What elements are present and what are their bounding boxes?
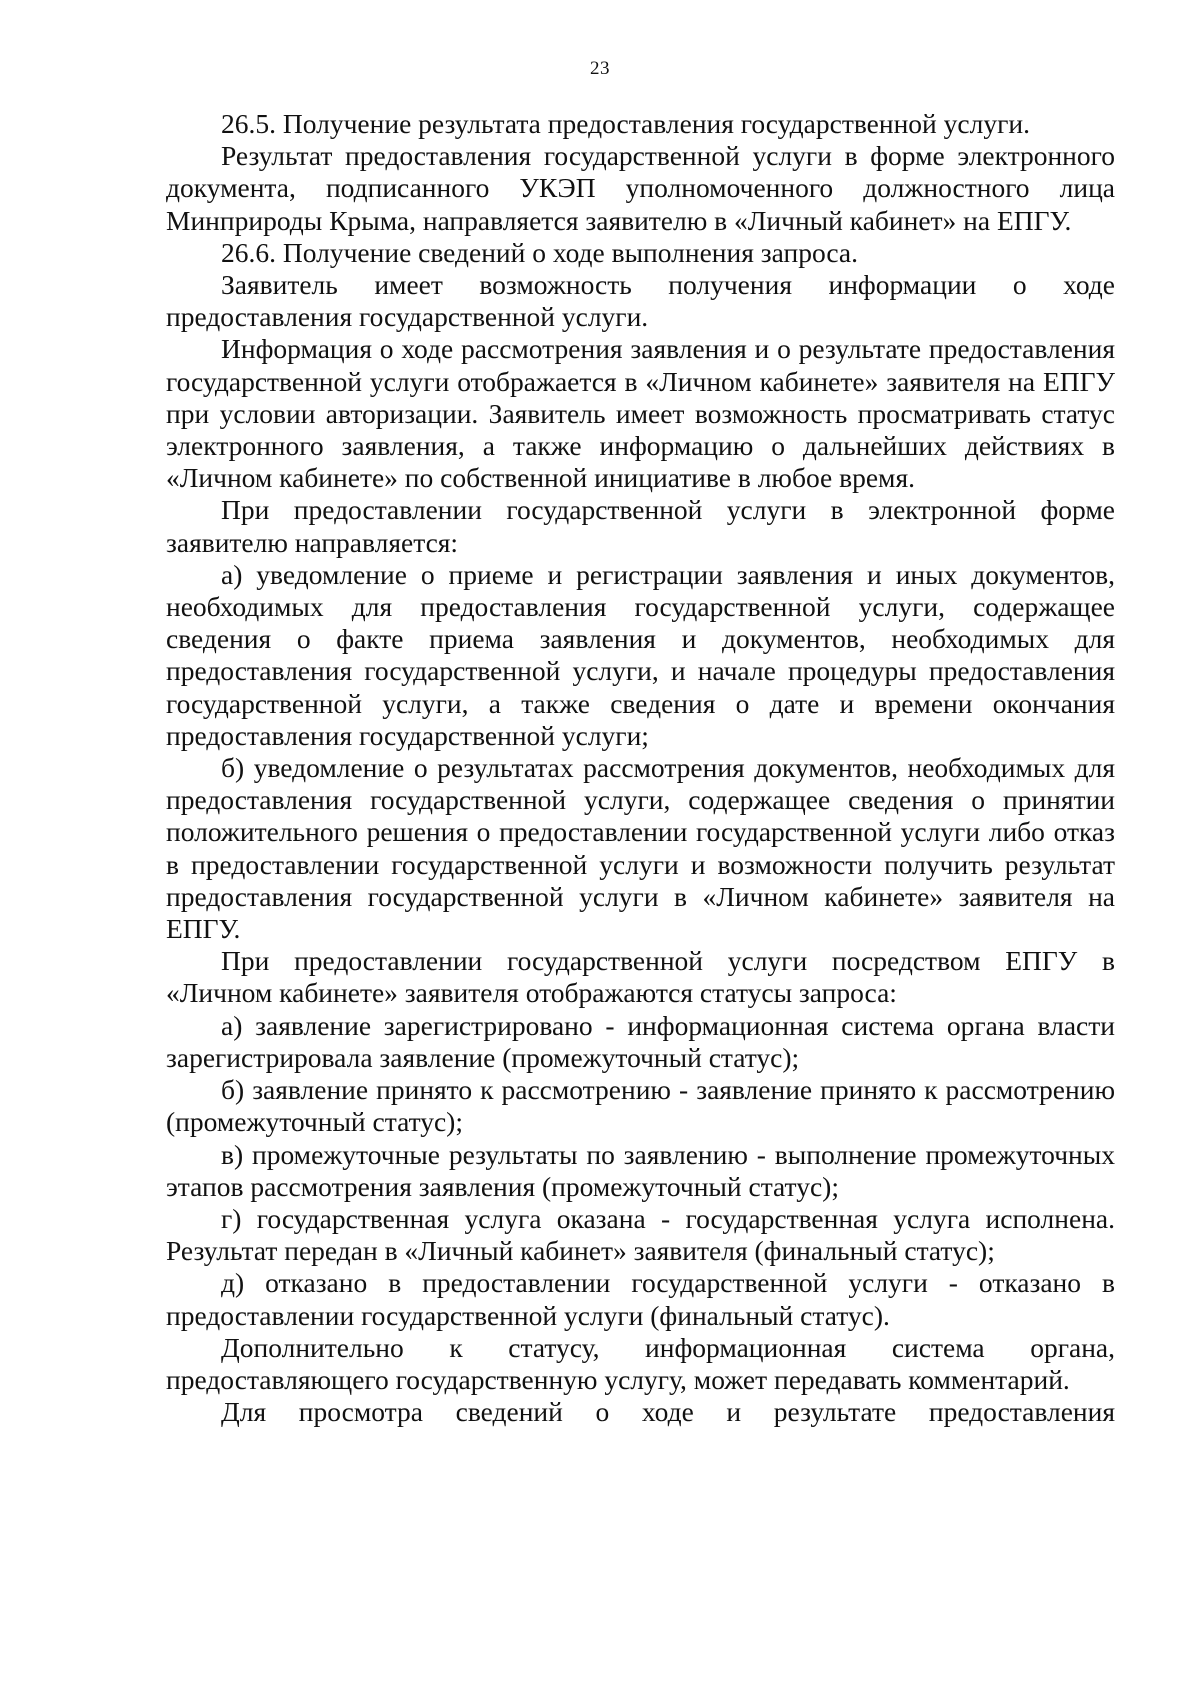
status-item-a: а) заявление зарегистрировано - информационная система органа власти зарегистрировала заявление (промежуточный статус);	[166, 1009, 1115, 1073]
paragraph-electronic-form-intro: При предоставлении государственной услуги в электронной форме заявителю направляется:	[166, 494, 1115, 558]
list-item-b-notification: б) уведомление о результатах рассмотрения документов, необходимых для предоставления государственной услуги, содержащее сведения о принятии положительного решения о предоставлении государственной услуги либо отказ в предоставлении государственной услуги и возможности получить результат предоставления государственной услуги в «Личном кабинете» заявителя на ЕПГУ.	[166, 752, 1115, 945]
paragraph-statuses-intro: При предоставлении государственной услуги посредством ЕПГУ в «Личном кабинете» заявителя отображаются статусы запроса:	[166, 945, 1115, 1009]
status-item-d: д) отказано в предоставлении государственной услуги - отказано в предоставлении государственной услуги (финальный статус).	[166, 1267, 1115, 1331]
paragraph-applicant-info: Заявитель имеет возможность получения информации о ходе предоставления государственной услуги.	[166, 269, 1115, 333]
status-item-g: г) государственная услуга оказана - государственная услуга исполнена. Результат передан в «Личный кабинет» заявителя (финальный статус);	[166, 1202, 1115, 1267]
status-item-v: в) промежуточные результаты по заявлению - выполнение промежуточных этапов рассмотрения заявления (промежуточный статус);	[166, 1138, 1115, 1202]
paragraph-result-delivery: Результат предоставления государственной услуги в форме электронного документа, подписанного УКЭП уполномоченного должностного лица Минприроды Крыма, направляется заявителю в «Личный кабинет» на ЕПГУ.	[166, 140, 1115, 236]
document-body	[166, 108, 1115, 1428]
paragraph-comment: Дополнительно к статусу, информационная система органа, предоставляющего государственную услугу, может передавать комментарий.	[166, 1331, 1115, 1395]
list-item-a-notification: а) уведомление о приеме и регистрации заявления и иных документов, необходимых для предоставления государственной услуги, содержащее сведения о факте приема заявления и документов, необходимых для предоставления государственной услуги, и начале процедуры предоставления государственной услуги, а также сведения о дате и времени окончания предоставления государственной услуги;	[166, 558, 1115, 751]
section-heading-26-5: 26.5. Получение результата предоставления государственной услуги.	[221, 108, 1030, 139]
paragraph-continuation: Для просмотра сведений о ходе и результате предоставления	[221, 1396, 1115, 1428]
section-heading-26-6: 26.6. Получение сведений о ходе выполнения запроса.	[221, 236, 858, 268]
page-number: 23	[590, 58, 610, 79]
status-item-b: б) заявление принято к рассмотрению - заявление принято к рассмотрению (промежуточный статус);	[166, 1074, 1115, 1138]
paragraph-personal-cabinet-info: Информация о ходе рассмотрения заявления и о результате предоставления государственной услуги отображается в «Личном кабинете» заявителя на ЕПГУ при условии авторизации. Заявитель имеет возможность просматривать статус электронного заявления, а также информацию о дальнейших действиях в «Личном кабинете» по собственной инициативе в любое время.	[166, 333, 1115, 494]
